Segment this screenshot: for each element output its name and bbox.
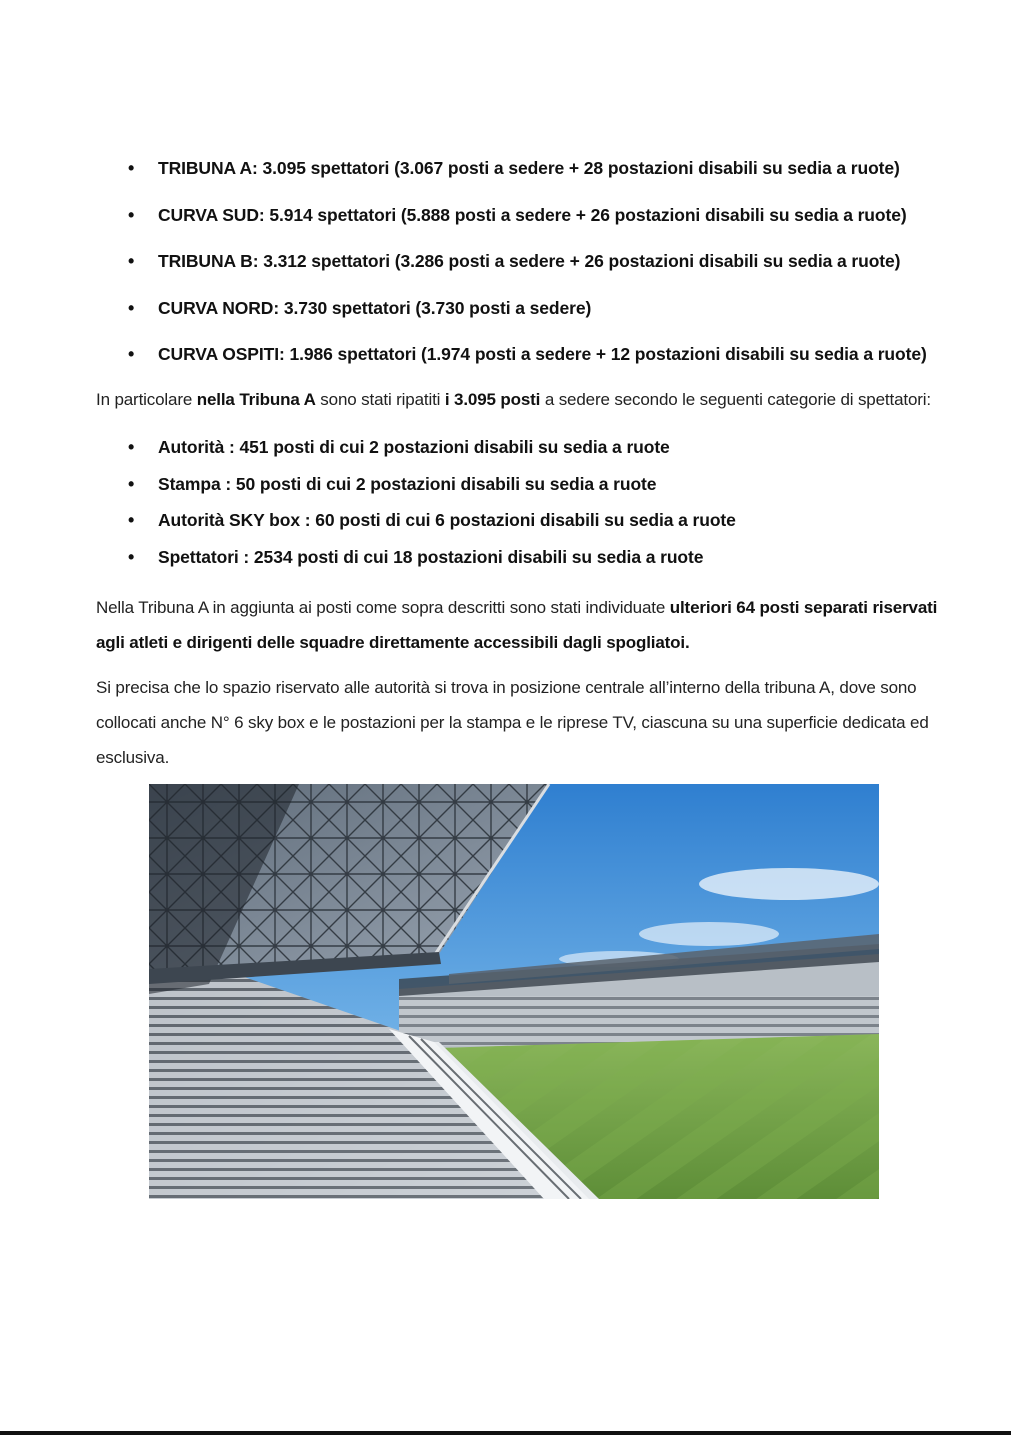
athletes-bold: ulteriori 64 posti separati riservati agli atleti e dirigenti delle squadre direttamente accessibili dagli spogliatoi. xyxy=(96,598,938,652)
list-item xyxy=(128,435,736,472)
bullet-icon: • xyxy=(128,473,135,494)
list-item xyxy=(128,296,927,343)
stands-list xyxy=(128,156,927,389)
intro-text: a sedere secondo le seguenti categorie di spettatori: xyxy=(540,390,931,409)
bullet-icon: • xyxy=(128,546,135,567)
stand-detail: : 3.312 spettatori (3.286 posti a sedere + 26 postazioni disabili su sedia a ruote) xyxy=(252,251,901,271)
stand-name: TRIBUNA B xyxy=(158,251,253,271)
list-item xyxy=(128,545,736,582)
stand-detail: : 5.914 spettatori (5.888 posti a sedere + 26 postazioni disabili su sedia a ruote) xyxy=(258,204,907,225)
stand-detail: : 3.095 spettatori (3.067 posti a sedere + 28 postazioni disabili su sedia a ruote) xyxy=(252,158,900,178)
stand-name: CURVA OSPITI xyxy=(158,344,279,364)
stand-name: CURVA SUD xyxy=(158,204,259,225)
stadium-render-image xyxy=(149,784,879,1199)
bullet-icon: • xyxy=(128,297,135,318)
stand-detail: : 1.986 spettatori (1.974 posti a sedere + 12 postazioni disabili su sedia a ruote) xyxy=(279,344,927,364)
list-item xyxy=(128,156,927,203)
bullet-icon: • xyxy=(128,251,135,271)
athletes-paragraph xyxy=(96,590,946,660)
intro-bold: nella Tribuna A xyxy=(196,390,316,409)
category-text: Autorità : 451 posti di cui 2 postazioni disabili su sedia a ruote xyxy=(158,437,670,457)
bullet-icon: • xyxy=(128,437,135,457)
list-item xyxy=(128,203,927,250)
bullet-icon: • xyxy=(128,204,135,225)
intro-paragraph xyxy=(96,388,946,412)
intro-text: In particolare xyxy=(96,390,197,409)
list-item xyxy=(128,508,736,545)
bullet-icon: • xyxy=(128,344,135,364)
authorities-paragraph: Si precisa che lo spazio riservato alle autorità si trova in posizione centrale all’interno della tribuna A, dove sono collocati anche N° 6 sky box e le postazioni per la stampa e le riprese TV, ciascuna su una superficie dedicata ed esclusiva. xyxy=(96,678,929,767)
bullet-icon: • xyxy=(128,158,135,178)
categories-list xyxy=(128,435,736,581)
category-text: Spettatori : 2534 posti di cui 18 postazioni disabili su sedia a ruote xyxy=(158,546,704,567)
stand-name: CURVA NORD xyxy=(158,297,274,318)
stand-detail: : 3.730 spettatori (3.730 posti a sedere) xyxy=(273,297,592,318)
list-item xyxy=(128,249,927,296)
intro-bold: i 3.095 posti xyxy=(444,390,541,409)
intro-text: sono stati ripatiti xyxy=(315,390,445,409)
category-text: Autorità SKY box : 60 posti di cui 6 postazioni disabili su sedia a ruote xyxy=(158,510,736,530)
list-item xyxy=(128,472,736,509)
stand-name: TRIBUNA A xyxy=(158,158,253,178)
list-item xyxy=(128,342,927,389)
category-text: Stampa : 50 posti di cui 2 postazioni disabili su sedia a ruote xyxy=(158,473,657,494)
page-bottom-rule xyxy=(0,1431,1011,1435)
bullet-icon: • xyxy=(128,510,135,530)
athletes-text: Nella Tribuna A in aggiunta ai posti come sopra descritti sono stati individuate xyxy=(96,598,670,617)
stadium-illustration xyxy=(149,784,879,1199)
